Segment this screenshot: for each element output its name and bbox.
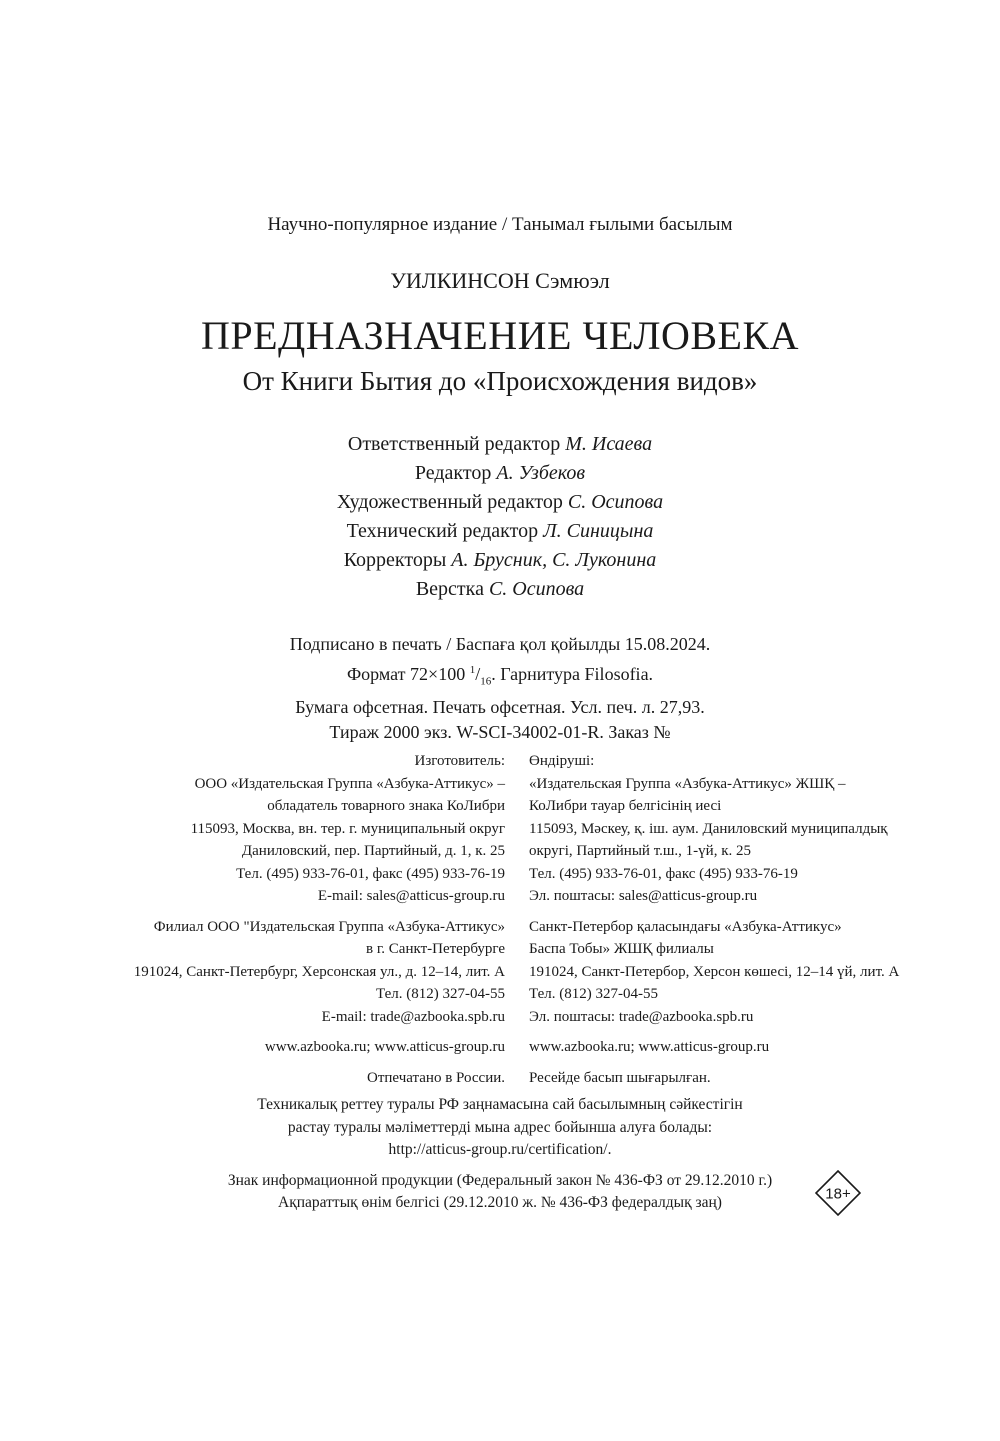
website-links: www.azbooka.ru; www.atticus-group.ru bbox=[264, 1039, 505, 1055]
column-russian bbox=[134, 750, 505, 1089]
branch-phone: Тел. (812) 327-04-55 bbox=[376, 986, 505, 1002]
manufacturer-line: КоЛибри тауар белгісінің иесі bbox=[529, 798, 722, 814]
printed-in: Отпечатано в России. bbox=[367, 1069, 505, 1086]
book-subtitle: От Книги Бытия до «Происхождения видов» bbox=[242, 366, 758, 396]
branch-line: Санкт-Петербор қаласындағы «Азбука-Аттикус» bbox=[529, 918, 842, 935]
format-slash: / bbox=[475, 663, 481, 684]
manufacturer-phone: Тел. (495) 933-76-01, факс (495) 933-76-19 bbox=[236, 865, 505, 882]
credit-line bbox=[0, 430, 1000, 459]
website-links: www.azbooka.ru; www.atticus-group.ru bbox=[529, 1039, 770, 1055]
credit-line bbox=[0, 575, 1000, 604]
manufacturer-email: Эл. поштасы: sales@atticus-group.ru bbox=[529, 888, 758, 904]
series-line: Научно-популярное издание / Танымал ғылыми басылым bbox=[267, 214, 733, 235]
column-kazakh bbox=[529, 750, 899, 1089]
credit-name: М. Исаева bbox=[565, 433, 653, 455]
branch-email: E-mail: trade@azbooka.spb.ru bbox=[321, 1008, 505, 1025]
certification-url: http://atticus-group.ru/certification/. bbox=[388, 1141, 612, 1158]
print-info bbox=[0, 632, 1000, 746]
branch-email: Эл. поштасы: trade@azbooka.spb.ru bbox=[529, 1008, 754, 1025]
certification-note bbox=[0, 1094, 1000, 1162]
manufacturer-line: Даниловский, пер. Партийный, д. 1, к. 25 bbox=[241, 843, 505, 859]
branch-line: 191024, Санкт-Петербург, Херсонская ул., д. 12–14, лит. А bbox=[133, 963, 505, 980]
print-line-paper: Бумага офсетная. Печать офсетная. Усл. печ. л. 27,93. bbox=[295, 696, 705, 717]
credit-role: Верстка bbox=[415, 578, 489, 600]
age-rating-text: 18+ bbox=[825, 1185, 851, 1203]
manufacturer-phone: Тел. (495) 933-76-01, факс (495) 933-76-19 bbox=[529, 865, 798, 882]
credit-name: А. Брусник, С. Луконина bbox=[451, 549, 657, 571]
sign-line-kz: Ақпараттық өнім белгісі (29.12.2010 ж. № 436-ФЗ федералдық заң) bbox=[278, 1194, 722, 1211]
printed-in: Ресейде басып шығарылған. bbox=[529, 1069, 711, 1086]
manufacturer-label: Өндіруші: bbox=[529, 753, 595, 769]
certification-line: растау туралы мәліметтерді мына адрес бойынша алуға болады: bbox=[287, 1118, 713, 1136]
format-font: . Гарнитура Filosofia. bbox=[491, 663, 654, 684]
format-text: Формат 72×100 bbox=[346, 663, 470, 684]
manufacturer-line: 115093, Мәскеу, қ. іш. аум. Даниловский муниципалдық bbox=[529, 820, 888, 837]
credit-name: Л. Синицына bbox=[543, 520, 654, 542]
credit-name: А. Узбеков bbox=[496, 462, 586, 484]
credit-role: Технический редактор bbox=[346, 520, 544, 542]
manufacturer-line: 115093, Москва, вн. тер. г. муниципальный округ bbox=[190, 820, 505, 837]
credit-name: С. Осипова bbox=[488, 578, 585, 600]
format-sup: 1 bbox=[469, 663, 476, 676]
manufacturer-line: обладатель товарного знака КоЛибри bbox=[267, 798, 505, 814]
branch-phone: Тел. (812) 327-04-55 bbox=[529, 986, 658, 1002]
age-rating-badge bbox=[815, 1170, 861, 1216]
print-line-format bbox=[0, 658, 1000, 695]
manufacturer-email: E-mail: sales@atticus-group.ru bbox=[317, 888, 505, 904]
credit-line bbox=[0, 517, 1000, 546]
sign-line-ru: Знак информационной продукции (Федеральный закон № 436-ФЗ от 29.12.2010 г.) bbox=[227, 1172, 773, 1189]
manufacturer-line: ООО «Издательская Группа «Азбука-Аттикус» – bbox=[194, 775, 505, 792]
credits-block bbox=[0, 430, 1000, 604]
credit-line bbox=[0, 488, 1000, 517]
branch-line: 191024, Санкт-Петербор, Херсон көшесі, 12–14 үй, лит. А bbox=[529, 963, 900, 980]
credit-role: Ответственный редактор bbox=[347, 433, 566, 455]
credit-line bbox=[0, 459, 1000, 488]
manufacturer-label: Изготовитель: bbox=[414, 753, 505, 769]
branch-line: Филиал ООО "Издательская Группа «Азбука-Аттикус» bbox=[153, 918, 505, 935]
credit-name: С. Осипова bbox=[567, 491, 664, 513]
format-sub: 16 bbox=[480, 675, 492, 688]
branch-line: Баспа Тобы» ЖШҚ филиалы bbox=[529, 941, 714, 957]
credit-line bbox=[0, 546, 1000, 575]
book-title: ПРЕДНАЗНАЧЕНИЕ ЧЕЛОВЕКА bbox=[200, 313, 800, 358]
print-line-run: Тираж 2000 экз. W-SCI-34002-01-R. Заказ № bbox=[329, 722, 671, 743]
age-rating-diamond-icon bbox=[815, 1170, 861, 1216]
author-name: УИЛКИНСОН Сэмюэл bbox=[390, 268, 610, 293]
credit-role: Редактор bbox=[414, 462, 497, 484]
certification-line: Техникалық реттеу туралы РФ заңнамасына сай басылымның сәйкестігін bbox=[257, 1096, 743, 1113]
manufacturer-line: округі, Партийный т.ш., 1-үй, к. 25 bbox=[529, 843, 751, 859]
manufacturer-line: «Издательская Группа «Азбука-Аттикус» ЖШҚ – bbox=[529, 775, 846, 792]
credit-role: Художественный редактор bbox=[336, 491, 568, 513]
credit-role: Корректоры bbox=[343, 549, 452, 571]
branch-line: в г. Санкт-Петербурге bbox=[366, 941, 505, 957]
print-line-signed: Подписано в печать / Баспаға қол қойылды 15.08.2024. bbox=[289, 634, 711, 654]
